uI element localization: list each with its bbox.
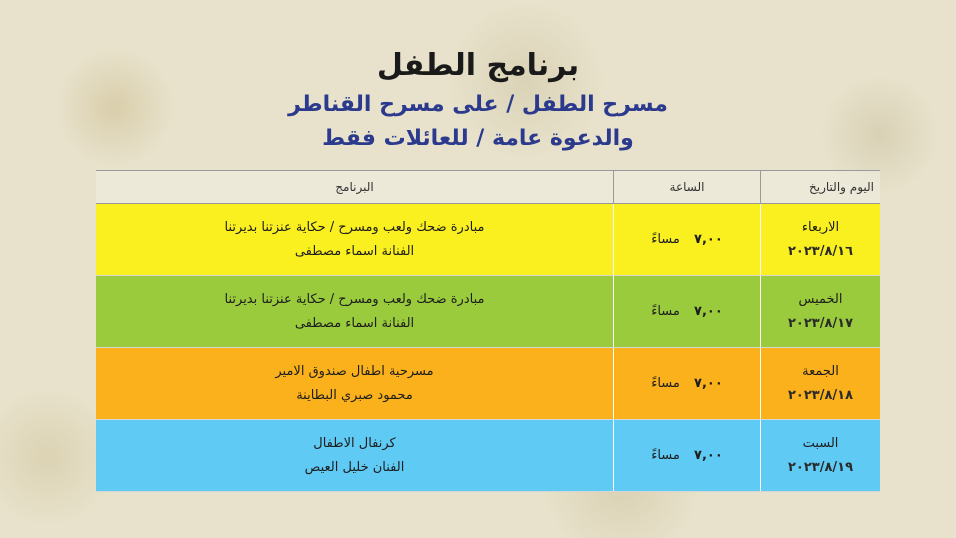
day-name: الخميس [798,291,843,307]
day-cell [761,276,881,348]
time-value: ٧,٠٠ [694,448,723,463]
program-title: مبادرة ضحك ولعب ومسرح / حكاية عنزتنا بديرتنا [224,219,485,235]
day-name: الاربعاء [801,219,840,235]
program-title: مسرحية اطفال صندوق الامير [275,363,434,379]
time-cell [614,204,761,276]
day-cell [761,420,881,492]
schedule-table [96,170,880,492]
day-cell [761,348,881,420]
header-program: البرنامج [96,171,614,204]
time-cell [614,420,761,492]
program-cell [96,204,614,276]
program-performer: الفنانة اسماء مصطفى [294,315,415,331]
program-title: مبادرة ضحك ولعب ومسرح / حكاية عنزتنا بديرتنا [224,291,485,307]
time-value: ٧,٠٠ [694,232,723,247]
header-day-date: اليوم والتاريخ [761,171,881,204]
time-cell [614,348,761,420]
time-period: مساءً [651,304,680,319]
page-title: برنامج الطفل [376,48,580,83]
day-name: الجمعة [802,363,839,379]
table-row [96,204,880,276]
time-period: مساءً [651,448,680,463]
header-time: الساعة [614,171,761,204]
venue-subtitle: مسرح الطفل / على مسرح القناطر [288,92,668,117]
day-date: ٢٠٢٣/٨/١٨ [787,387,854,403]
time-value: ٧,٠٠ [694,304,723,319]
time-period: مساءً [651,376,680,391]
table-row [96,276,880,348]
day-cell [761,204,881,276]
time-period: مساءً [651,232,680,247]
table-header-row [96,171,880,204]
day-date: ٢٠٢٣/٨/١٧ [787,315,854,331]
program-performer: الفنانة اسماء مصطفى [294,243,415,259]
program-performer: الفنان خليل العيص [304,459,405,475]
time-value: ٧,٠٠ [694,376,723,391]
table-row [96,420,880,492]
program-cell [96,348,614,420]
day-name: السبت [802,435,839,451]
program-performer: محمود صبري البطاينة [296,387,413,403]
time-cell [614,276,761,348]
program-cell [96,276,614,348]
day-date: ٢٠٢٣/٨/١٦ [787,243,854,259]
program-cell [96,420,614,492]
invitation-subtitle: والدعوة عامة / للعائلات فقط [322,126,634,151]
program-title: كرنفال الاطفال [313,435,396,451]
day-date: ٢٠٢٣/٨/١٩ [787,459,854,475]
table-row [96,348,880,420]
